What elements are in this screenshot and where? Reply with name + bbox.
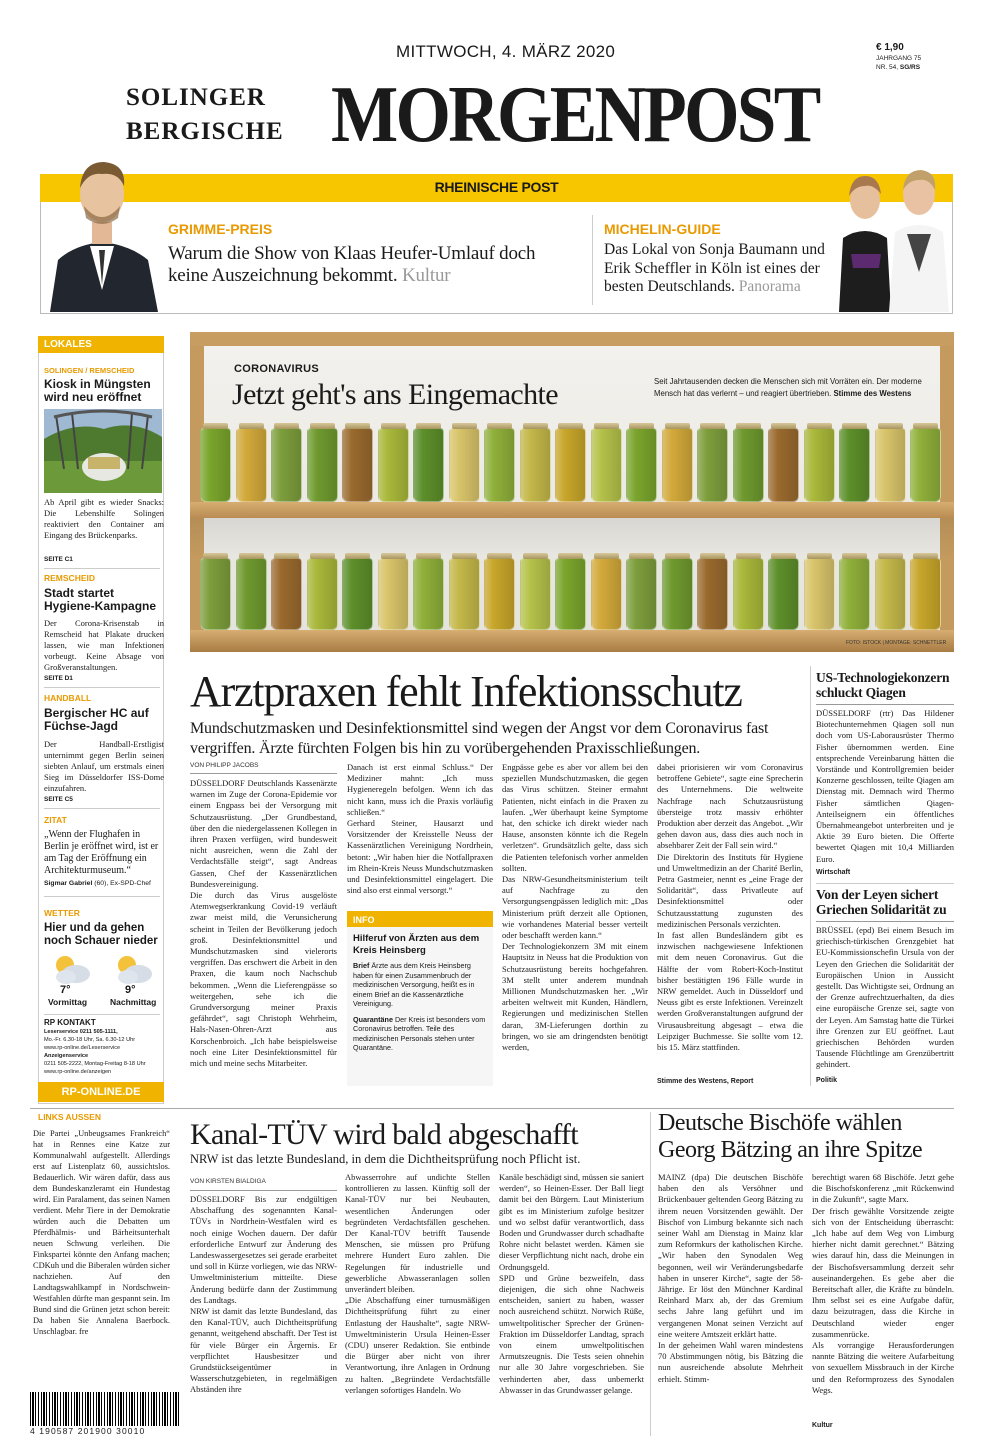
jar-lid [381, 553, 406, 559]
jar [875, 428, 906, 502]
jar [875, 558, 906, 630]
date-line: MITTWOCH, 4. MÄRZ 2020 [396, 42, 616, 61]
links-aussen-text: Die Partei „Unbeugsames Frankreich“ hat in Rennes eine Katze zur Kommunalwahl aufgestellt. Allerdings erst auf Listenplatz 60, aussichtslos. Bedauerlich. Wir wären dafür, dass aus dem Bundeskanzleramt ein Hundestag wird. Ein Paralament, das seinen Namen verdient. Mehr Tiere in der Demokratie würden auch die Debatten um Pferdhälmis- und Bärheitsunterhalt neuen Schwung verleihen. Die Finkspartei könnte den Anfang machen; CDKuh und die Biberalen würden sicher nachziehen. Auf den Landtagswahlkampf in Nordschwein-Westfahlen dürfte man gespannt sein. Im Bund sind die Grünen jetzt schon bereit: Da haben Sie Annalena Baerbock. Unschlagbar. fre [33, 1129, 170, 1336]
jar-lid [452, 423, 477, 429]
sidebar-headline[interactable]: Kiosk in Müngsten wird neu eröffnet [44, 377, 151, 404]
jar-lid [487, 553, 512, 559]
jar-lid [558, 553, 583, 559]
jar-lid [274, 553, 299, 559]
jar [271, 428, 302, 502]
jar-lid [878, 553, 903, 559]
sidebar-kicker: HANDBALL [44, 693, 92, 703]
label-morning: Vormittag [48, 997, 88, 1007]
jar-lid [203, 553, 228, 559]
sidebar-page[interactable]: SEITE C5 [44, 796, 73, 803]
info-text-1: Brief Ärzte aus dem Kreis Heinsberg haben für einen Zusammenbruch der medizinischen Versorgung, heißt es in einem Brief an die Kassenärztliche Vereinigung. [353, 961, 475, 1008]
masthead-title: MORGENPOST [331, 71, 819, 159]
sidebar-headline[interactable]: Stadt startet Hygiene-Kampagne [44, 586, 157, 613]
jar-lid [345, 423, 370, 429]
jar [413, 558, 444, 630]
jar-lid [665, 553, 690, 559]
jar-lid [842, 553, 867, 559]
jar [626, 558, 657, 630]
kanal-column: DÜSSELDORF Bis zur endgültigen Abschaffung des sogenannten Kanal-TÜVs in Nordrhein-Westfalen wird es noch einige Wochen dauern. Der dafür erforderliche Entwurf zur Änderung des Landeswassergesetzes sei gerade erarbeitet und soll in Kürze vorliegen, wie das NRW-Umweltministerium mitteilte. Diese Änderung bedürfe dann der Zustimmung des Landtags. NRW ist damit das letzte Bundesland, das den Kanal-TÜV, auch Dichtheitsprüfung genannt, weitgehend abschafft. Der Test ist für viele Bürger ein Ärgernis. Er verpflichtet Hausbesitzer und Grundstückseigentümer in Wasserschutzgebieten, in regelmäßigen Abständen ihre [190, 1194, 337, 1395]
jar-lid [310, 553, 335, 559]
bischoefe-column: MAINZ (dpa) Die deutschen Bischöfe haben den als Versöhner und Brückenbauer geltenden Georg Bätzing zu ihrem neuen Vorsitzenden gewählt. Der Bischof von Limburg bekannte sich nach seiner Wahl am Dienstag in Mainz klar zum Reformkurs der katholischen Kirche. „Wir haben den Synodalen Weg begonnen, weil wir Veränderungsbedarfe haben in unserer Kirche“, sagte der 58-Jährige. Er löst den Münchner Kardinal Reinhard Marx ab, der das Gremium sechs Jahre lang geführt und im vergangenen Monat seinen Verzicht auf eine weitere Amtszeit erklärt hatte. In der geheimen Wahl waren mindestens 70 Abstimmungen nötig, bis Bätzing die nun ausreichende absolute Mehrheit erhielt. Stimm- [658, 1172, 803, 1384]
sidebar-page[interactable]: SEITE D1 [44, 675, 73, 682]
jar [413, 428, 444, 502]
jar [733, 428, 764, 502]
teaser-photo-right [833, 162, 951, 312]
jar [378, 428, 409, 502]
lead-column: dabei priorisieren wir vom Coronavirus betroffene Gebiete“, sagte eine Sprecherin des Unternehmens. Die weltweite Nachfrage nach Schutzausrüstung übersteige trotz massiv erhöhter Produktion aber derzeit das Angebot. „Wir gehen davon aus, dass dies auch noch in absehbarer Zeit der Fall sein wird.“ Die Direktorin des Instituts für Hygiene und Umweltmedizin an der Charité Berlin, Petra Gastmeier, nennt es „eine Frage der Solidarität“, dass Privatleute auf Desinfektionsmittel oder Schutzausstattung zugunsten des medizinischen Personals verzichten. In fast allen Bundesländern gibt es inzwischen nachgewiesene Infektionen mit dem neuen Coronavirus. Gut die Hälfte der vom Robert-Koch-Institut bisher bestätigten 196 Fälle wurde in NRW gemeldet. Auch in Düsseldorf und Neuss gibt es erste Infektionen. Vereinzelt werden Großveranstaltungen aufgrund der Virusausbreitung abgesagt – etwa die Leipziger Buchmesse. Sie sollte vom 12. bis 15. März stattfinden. [657, 762, 803, 1053]
sidebar-kicker: SOLINGEN / REMSCHEID [44, 366, 135, 375]
sidebar-text: Der Corona-Krisenstab in Remscheid hat Plakate drucken lassen, wie man Infektionen vorbeugt. Keine Absage von Großveranstaltungen. [44, 618, 164, 672]
leyen-sig: Politik [816, 1077, 838, 1084]
jar [804, 558, 835, 630]
title-left-2: BERGISCHE [126, 118, 284, 145]
jar-lid [594, 423, 619, 429]
kanal-column: Kanäle beschädigt sind, müssen sie saniert werden“, so Heinen-Esser. Der Ball liegt damit bei den Bürgern. Laut Ministerium gibt es im Ministerium zufolge besitzer und wo selbst dafür verantwortlich, dass Boden und Grundwasser durch schadhafte Rohre nicht belastet werden. Kämen sie dieser Verpflichtung nicht nach, drohe ein Ordnungsgeld. SPD und Grüne bezweifeln, dass diejenigen, die sich ohne Nachweis entscheiden, saniert zu haben, wasser noch ausreichend schützt. Norwich Rüße, umweltpolitischer Sprecher der Grünen-Fraktion im Düsseldorfer Landtag, sprach von einem umweltpolitischen Armutszeugnis. Die Tests seien ohnehin nur alle 30 Jahre vorgeschrieben. Sie verhinderten aber, dass unbemerkt Abwasser in das Grundwasser gelange. [499, 1172, 644, 1395]
jar [378, 558, 409, 630]
jar-lid [913, 553, 938, 559]
jar [910, 428, 941, 502]
sidebar-header: LOKALES [38, 336, 164, 353]
title-left-1: SOLINGER [126, 84, 266, 111]
lead-byline: VON PHILIPP JACOBS [190, 762, 259, 769]
jar [484, 558, 515, 630]
jar [555, 428, 586, 502]
info-title: INFO [347, 913, 493, 927]
sidebar-text: Der Handball-Erstligist unternimmt gegen Berlin seinen siebten Anlauf, um erstmals einen Sieg im Düsseldorfer ISS-Dome einzufahren. [44, 739, 164, 793]
jar [307, 428, 338, 502]
jar [768, 558, 799, 630]
jar [520, 558, 551, 630]
jar-lid [239, 553, 264, 559]
contact-title: RP KONTAKT [44, 1018, 96, 1027]
bischoefe-column: berechtigt waren 68 Bischöfe. Jetzt gehe die Bischofskonferenz „mit Rückenwind in die Zukunft“, sagte Marx. Der frisch gewählte Vorsitzende zeigte sich von der Entscheidung überrascht: „Ich habe auf dem Weg von Limburg hierher nicht damit gerechnet.“ Bätzing wies darauf hin, dass die Meinungen in der Bischofsversammlung derzeit sehr auseinandergehen. Es gebe aber die Bereitschaft aller, die Kräfte zu bündeln. Ihm selbst sei es eine Aufgabe dafür, dazu beizutragen, dass die Kirche in Deutschland wieder enger zusammenrücke. Als vorrangige Herausforderungen nannte Bätzing die weitere Aufarbeitung von sexuellem Missbrauch in der Kirche und den Reformprozess des Synodalen Wegs. [812, 1172, 954, 1395]
jar [520, 428, 551, 502]
temp-afternoon: 9° [125, 984, 136, 996]
jar [839, 428, 870, 502]
jar [697, 558, 728, 630]
kanal-subhead: NRW ist das letzte Bundesland, in dem die Dichtheitsprüfung noch Pflicht ist. [190, 1152, 581, 1166]
sidebar-page[interactable]: SEITE C1 [44, 556, 73, 563]
price: € 1,90 [876, 42, 904, 53]
jar [236, 558, 267, 630]
links-aussen-header: LINKS AUSSEN [38, 1112, 101, 1122]
qiagen-headline[interactable]: US-Technologiekonzern schluckt Qiagen [816, 670, 950, 700]
jar-lid [700, 423, 725, 429]
info-text-2: Quarantäne Der Kreis ist besonders vom Coronavirus betroffen. Teile des medizinischen Personals stehen unter Quarantäne. [353, 1014, 486, 1052]
jar [236, 428, 267, 502]
jar [342, 428, 373, 502]
issue-number: NR. 54, SG/RS [876, 64, 921, 71]
jar-lid [700, 553, 725, 559]
jar [449, 558, 480, 630]
jar [342, 558, 373, 630]
leyen-text: BRÜSSEL (epd) Bei einem Besuch im griechisch-türkischen Grenzgebiet hat EU-Kommissionschefin Ursula von der Leyen den Griechen die Solidarität der Europäischen Union in Aussicht gestellt. Das Wichtigste sei, Ordnung an der Grenze aufrechtzuerhalten, da dies eine europäische Grenze sei, sagte von der Leyen. Am Samstag hatte die Türkei ihre Grenzen zur EU geöffnet. Laut griechischen Behörden wurden Tausende Flüchtlinge am Grenzübertritt gehindert. [816, 925, 954, 1070]
jar [910, 558, 941, 630]
jar-lid [878, 423, 903, 429]
photo-caption: Seit Jahrtausenden decken die Menschen sich mit Vorräten ein. Der moderne Mensch hat das verlernt – und reagiert übertrieben. Stimme des Westens [654, 377, 922, 398]
jar [768, 428, 799, 502]
jar-lid [842, 423, 867, 429]
jar-lid [310, 423, 335, 429]
kanal-column: Abwasserrohre auf undichte Stellen kontrollieren zu lassen. Künftig soll der Kanal-TÜV nur bei Neubauten, wesentlichen Änderungen oder begründeten Verdachtsfällen geschehen. Der Kanal-TÜV betrifft Tausende Menschen, sie müssen pro Prüfung mehrere Hundert Euro zahlen. Die Regelungen für industrielle und gewerbliche Abwasseranlagen sollen unverändert bleiben. „Die Abschaffung einer turnusmäßigen Dichtheitsprüfung führt zu einer Entlastung der Haushalte“, sagte NRW-Umweltministerin Ursula Heinen-Esser (CDU) unserer Redaktion. Sie entbinde die Bürger aber nicht von ihrer Verantwortung, ihre Anlagen in Ordnung zu halten. „Begründete Verdachtsfälle verlangen sofortiges Handeln. Wo [345, 1172, 490, 1395]
lead-subhead: Mundschutzmasken und Desinfektionsmittel sind wegen der Angst vor dem Coronavirus fast vergriffen. Ärzte fürchten Folgen bis hin zu vorübergehenden Praxisschließungen. [190, 720, 769, 757]
jar [839, 558, 870, 630]
quote-text: „Wenn der Flughafen in Berlin je eröffnet wird, ist er am Tag der Eröffnung ein Architekturmuseum.“ [44, 829, 159, 876]
photo-headline[interactable]: Jetzt geht's ans Eingemachte [232, 378, 558, 411]
jar-lid [771, 553, 796, 559]
jar [555, 558, 586, 630]
banner-label: RHEINISCHE POST [434, 179, 559, 195]
jar-lid [416, 553, 441, 559]
jar-lid [736, 553, 761, 559]
jar-lid [736, 423, 761, 429]
jar-lid [665, 423, 690, 429]
jar-lid [807, 423, 832, 429]
sidebar-kicker: ZITAT [44, 815, 67, 825]
jar-lid [629, 553, 654, 559]
temp-morning: 7° [60, 984, 71, 996]
jar [662, 558, 693, 630]
jar [733, 558, 764, 630]
teaser-photo-left [44, 150, 164, 312]
teaser-left-kicker: GRIMME-PREIS [168, 221, 273, 237]
sidebar-headline[interactable]: Bergischer HC auf Füchse-Jagd [44, 706, 149, 733]
jar-lid [203, 423, 228, 429]
kanal-headline[interactable]: Kanal-TÜV wird bald abgeschafft [190, 1118, 578, 1151]
cloud-sun-icon [50, 952, 94, 986]
qiagen-text: DÜSSELDORF (rtr) Das Hildener Biotechunternehmen Qiagen soll nun doch vom US-Laborausrüster Thermo Fisher übernommen werden. Eine entsprechende Vereinbarung hätten die Vorstände und Kontrollgremien beider Konzerne geschlossen, teilte Qiagen am Dienstag mit. Demnach wird Thermo Fisher sämtlichen Qiagen-Anteilseignern ein öffentliches Übernahmeangebot unterbreiten und je Aktie 39 Euro bieten. Die Offerte bewertet Qiagen mit 10,4 Milliarden Euro. [816, 708, 954, 864]
kiosk-photo [44, 409, 162, 493]
jar [591, 428, 622, 502]
info-box [347, 911, 493, 1086]
bischoefe-sig: Kultur [812, 1422, 833, 1429]
jar [484, 428, 515, 502]
jahrgang: JAHRGANG 75 [876, 55, 922, 62]
lead-signature: Stimme des Westens, Report [657, 1078, 754, 1085]
jar [804, 428, 835, 502]
jar-lid [558, 423, 583, 429]
label-afternoon: Nachmittag [110, 997, 157, 1007]
jar-lid [771, 423, 796, 429]
jar-lid [807, 553, 832, 559]
bischoefe-headline[interactable]: Deutsche Bischöfe wählen Georg Bätzing an ihre Spitze [658, 1110, 923, 1163]
jar-lid [487, 423, 512, 429]
jar-lid [416, 423, 441, 429]
website-link[interactable]: RP-ONLINE.DE [38, 1082, 164, 1102]
jar [200, 428, 231, 502]
jar [662, 428, 693, 502]
sidebar-kicker: REMSCHEID [44, 573, 96, 583]
teaser-divider [592, 215, 593, 305]
jar-lid [345, 553, 370, 559]
jar-lid [523, 423, 548, 429]
leyen-headline[interactable]: Von der Leyen sichert Griechen Solidarität zu [816, 887, 947, 917]
teaser-right-text[interactable]: Das Lokal von Sonja Baumann und Erik Scheffler in Köln ist eines der besten Deutschlands. Panorama [604, 241, 825, 295]
jar-lid [629, 423, 654, 429]
weather-kicker: WETTER [44, 908, 80, 918]
contact-details: Leserservice 0211 505-1111, Mo.-Fr. 6.30-18 Uhr, Sa. 6.30-12 Uhr www.rp-online.de/Leserservice Anzeigenservice 0211 505-2222, Montag-Freitag 8-18 Uhr www.rp-online.de/anzeigen [44, 1029, 146, 1075]
jar [626, 428, 657, 502]
jar [271, 558, 302, 630]
lead-headline[interactable]: Arztpraxen fehlt Infektionsschutz [190, 667, 742, 716]
teaser-right-kicker: MICHELIN-GUIDE [604, 221, 721, 237]
cloud-sun-icon [112, 952, 156, 986]
sidebar-text: Ab April gibt es wieder Snacks: Die Lebenshilfe Solingen reaktiviert den Container am Eingang des Brückenparks. [44, 497, 164, 540]
jar [307, 558, 338, 630]
jar-lid [381, 423, 406, 429]
lead-column: DÜSSELDORF Deutschlands Kassenärzte warnen im Zuge der Corona-Epidemie vor einem Engpass bei der Versorgung mit Schutzausrüstung. „Der Grundbestand, über den die niedergelassenen Kollegen in ihren Praxen verfügen, wird bundesweit nicht ausreichen, wenn die Zahl der Verdachtsfälle steigt“, sagt Andreas Gassen, Chef der Kassenärztlichen Bundesvereinigung. Die durch das Virus ausgelöste Atemwegserkrankung Covid-19 verläuft zwar meist mild, die Verunsicherung scheint in Teilen der Bevölkerung jedoch groß. Desinfektionsmittel und Mundschutzmasken sind vielerorts vergriffen. Das erschwert die Arbeit in den Praxen, die kaum noch Nachschub bekommen. „Wenn die Lieferengpässe so weitergehen, sehe ich die Grundversorgung meiner Praxis gefährdet“, sagt Christoph Wehrheim, Hals-Nasen-Ohren-Arzt aus Korschenbroich. „Ich habe beispielsweise noch eine Liter Desinfektionsmittel für mich und meine sechs Mitarbeiter. [190, 778, 337, 1069]
lead-column: Engpässe gebe es aber vor allem bei den speziellen Mundschutzmasken, die gegen das Virus schützen. Steiner ermahnt Patienten, nicht einfach in die Praxen zu laufen. „Wer überhaupt keine Symptome hat, den schicke ich direkt wieder nach Hause, ansonsten könnte ich die Regeln verletzen“. Grundsätzlich gelte, dass sich die Patienten telefonisch vorher anmelden sollten. Das NRW-Gesundheitsministerium teilt auf Nachfrage zu den Versorgungsengpässen lediglich mit: „Das Ministerium prüft derzeit alle Optionen, wie vorhandenes Material besser verteilt oder beschafft werden kann.“ Der Technologiekonzern 3M mit einem Hauptsitz in Neuss hat die Produktion von Schutzausrüstung bereits hochgefahren. 3M stellt unter anderem mundnah Millionen Mundschutzmasken her. „Wir arbeiten weltweit mit Kunden, Händlern, Regierungen und medizinischen Stellen daran, 3M-Lieferungen dorthin zu bringen, wo sie am dringendsten benötigt werden, [502, 762, 648, 1053]
photo-kicker: CORONAVIRUS [234, 363, 319, 375]
barcode-number: 4 190587 201900 30010 [30, 1426, 180, 1436]
jar-lid [913, 423, 938, 429]
jar-lid [523, 553, 548, 559]
jar [200, 558, 231, 630]
jar-lid [274, 423, 299, 429]
bottom-divider [30, 1108, 954, 1109]
info-headline: Hilferuf von Ärzten aus dem Kreis Heinsberg [353, 933, 480, 956]
teaser-left-text[interactable]: Warum die Show von Klaas Heufer-Umlauf doch keine Auszeichnung bekommt. Kultur [168, 243, 536, 286]
jar [449, 428, 480, 502]
quote-author: Sigmar Gabriel (60), Ex-SPD-Chef [44, 880, 151, 887]
qiagen-sig: Wirtschaft [816, 869, 851, 876]
photo-credit: FOTO: ISTOCK | MONTAGE: SCHNETTLER [846, 640, 947, 646]
weather-headline[interactable]: Hier und da gehen noch Schauer nieder [44, 922, 158, 947]
jar-lid [239, 423, 264, 429]
lead-column: Danach ist erst einmal Schluss.“ Der Mediziner mahnt: „Ich muss Hygieneregeln befolgen. Wenn ich das nicht kann, muss ich die Praxis vorläufig schließen.“ Gerhard Steiner, Hausarzt und Vorsitzender der Kreisstelle Neuss der Kassenärztlichen Vereinigung Nordrhein, betont: „Wir haben hier die Notfallpraxen im Rhein-Kreis Neuss Mundschutzmasken und Desinfektionsmittel eingelagert. Die sind also erst einmal versorgt.“ [347, 762, 493, 896]
kanal-byline: VON KIRSTEN BIALDIGA [190, 1178, 266, 1185]
jar-lid [594, 553, 619, 559]
jar [697, 428, 728, 502]
jar-lid [452, 553, 477, 559]
jar [591, 558, 622, 630]
